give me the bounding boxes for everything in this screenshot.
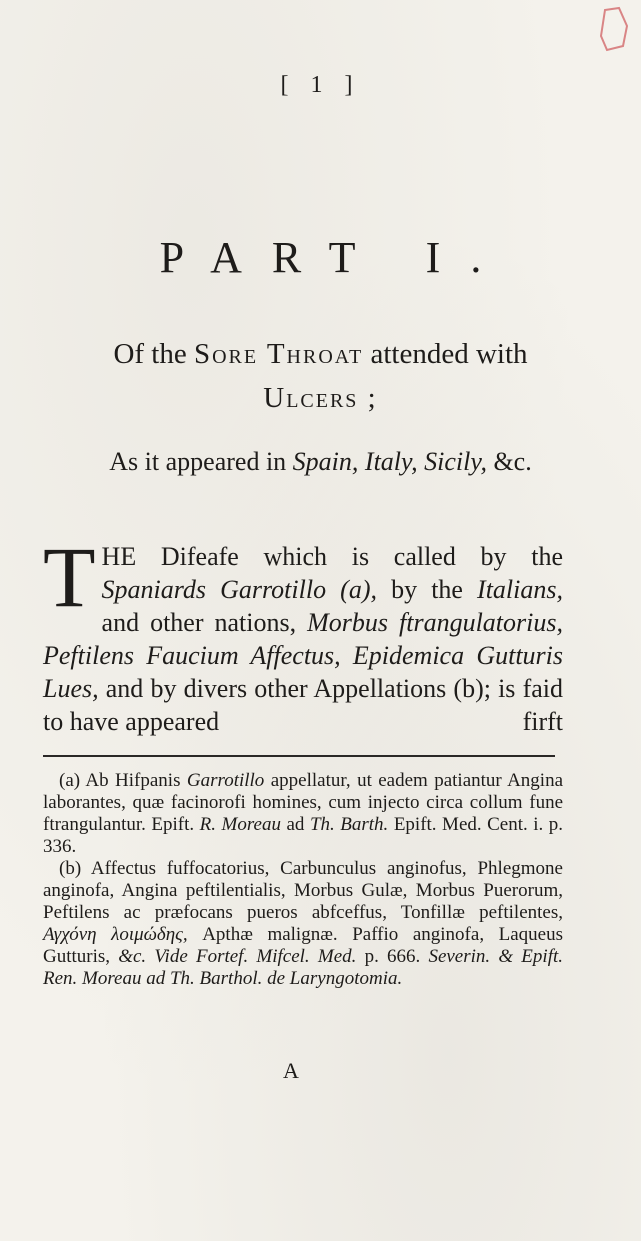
footnote-rule [43,755,555,757]
body-seg-5: and other nations, [101,608,297,637]
title-sore-throat: Sore Throat [193,338,364,370]
footnote-b-seg: Severin. & Epift. Ren. Moreau ad Th. Barthol. de Laryngotomia. [43,946,564,989]
footnote-a-seg: Epift. Med. Cent. i. p. 336. [43,814,564,857]
footnote-a-seg: R. Moreau [199,814,281,835]
body-seg-3: by the [391,575,463,604]
body-seg-1: HE Difeafe which is called by the [101,542,563,571]
chapter-title [30,332,611,420]
drop-cap: T [43,529,96,625]
footnote-a-seg: ad [286,814,305,835]
footnote-b-seg: Αγχόνη λοιμώδης, [43,924,188,945]
footnote-a [43,770,563,858]
footnote-a-seg: appellatur, ut eadem patiantur Angina laborantes, quæ facinorofi homines, cum injecto circa collum fune ftrangulantur. Epift. [43,770,564,835]
title-of: Of the [113,338,187,370]
signature-mark: A [283,1058,299,1083]
footnotes [43,770,563,990]
subtitle-spain: Spain, [292,447,359,476]
footnote-b [43,858,563,990]
subtitle-sicily: Sicily, [424,447,487,476]
body-seg-7: and by divers other Appellations (b); is faid to have appeared [43,674,563,736]
body-paragraph [43,529,563,738]
footnote-a-seg: Th. Barth. [309,814,389,835]
body-seg-6: Morbus ftrangulatorius, Peftilens Faucium Affectus, Epidemica Gutturis Lues, [43,608,563,703]
footnote-b-seg: (b) Affectus fuffocatorius, Carbunculus anginofus, Phlegmone anginofa, Angina peftilentialis, Morbus Gulæ, Morbus Puerorum, Peftilens ac præfocans pueros abfceffus, Tonfillæ peftilentes, [43,858,563,923]
subtitle-etc: &c. [493,447,532,476]
title-attended-with: attended with [370,338,528,370]
ink-stain-mark [597,6,637,58]
footnote-b-seg: &c. Vide [118,946,188,967]
footnote-a-seg: Garrotillo [186,770,265,791]
body-seg-4: Italians, [477,575,563,604]
body-seg-2: Spaniards Garrotillo (a), [101,575,377,604]
footnote-b-seg: p. 666. [364,946,421,967]
subtitle-italy: Italy, [364,447,418,476]
footnote-a-seg: (a) Ab Hifpanis [59,770,181,791]
footnote-b-seg: Apthæ malignæ. Paffio anginofa, Laqueus Gutturis, [43,924,563,967]
catchword: firft [522,707,563,736]
chapter-subtitle [30,447,611,477]
title-ulcers: Ulcers ; [263,382,378,414]
part-heading: PART I. [159,233,512,282]
subtitle-as-it: As it appeared in [109,447,287,476]
page-number: [ 1 ] [280,72,361,98]
footnote-b-seg: Fortef. Mifcel. Med. [195,946,357,967]
